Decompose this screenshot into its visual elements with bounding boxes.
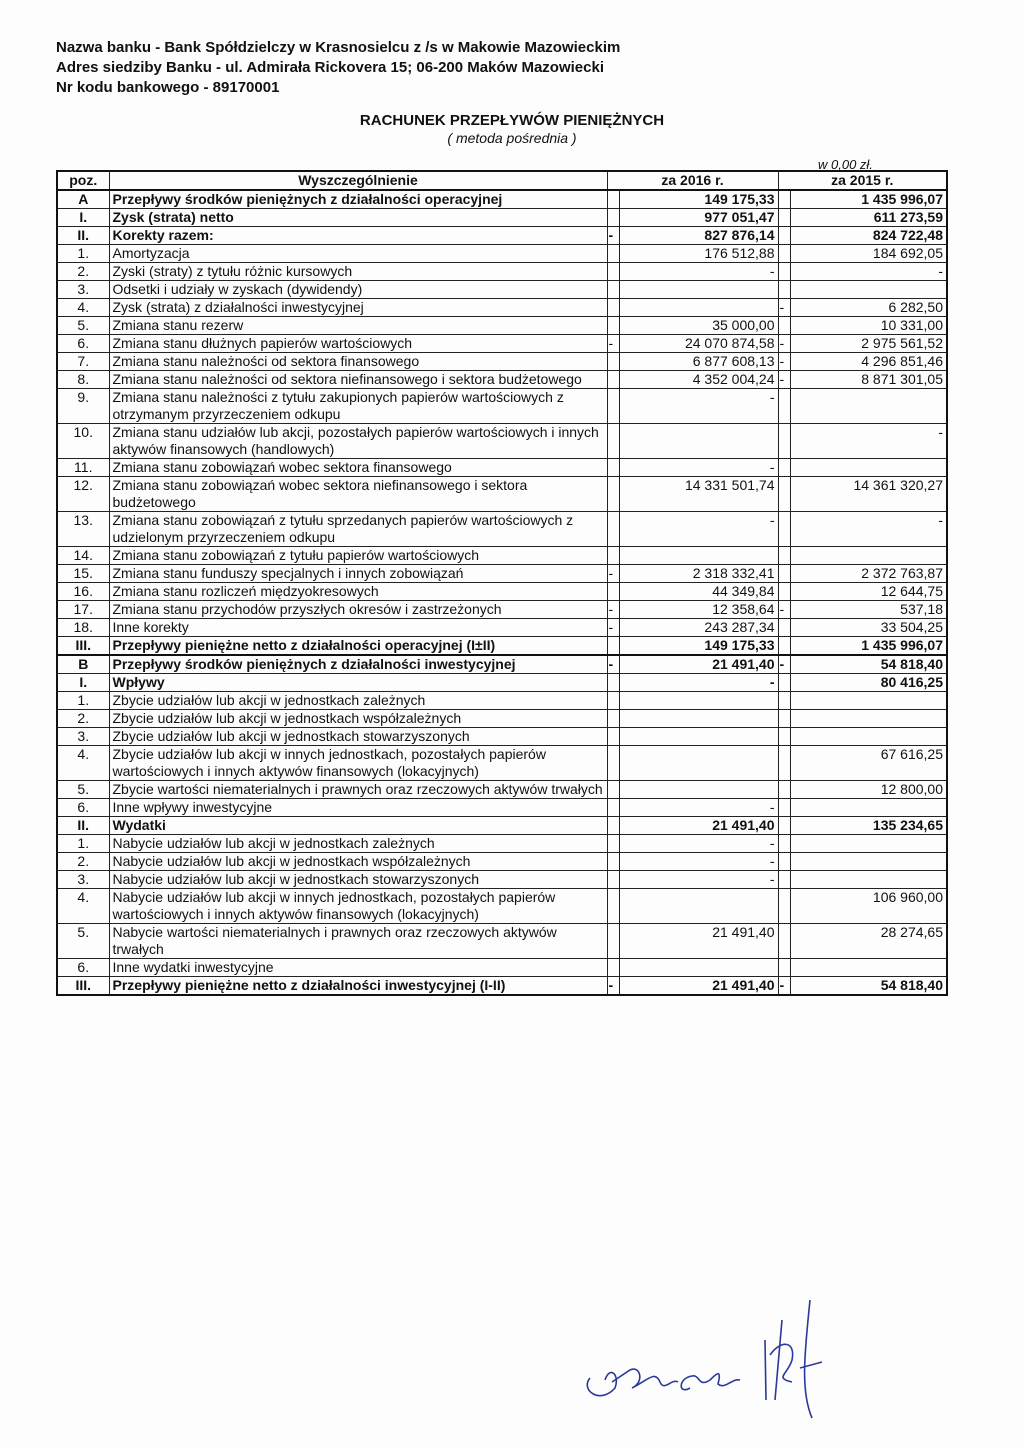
row-position: I. [57,674,109,692]
row-sign-2016 [607,692,619,710]
row-position: 12. [57,477,109,512]
row-position: 1. [57,245,109,263]
row-sign-2016: - [607,977,619,996]
table-row [57,245,947,263]
row-sign-2016 [607,853,619,871]
row-value-2016: 827 876,14 [619,227,778,245]
row-sign-2015 [778,477,790,512]
row-value-2016 [619,746,778,781]
row-value-2015: 80 416,25 [790,674,947,692]
row-sign-2016 [607,263,619,281]
row-value-2016: 2 318 332,41 [619,565,778,583]
table-row [57,583,947,601]
row-sign-2016 [607,353,619,371]
row-value-2015: - [790,512,947,547]
row-position: 7. [57,353,109,371]
table-row [57,835,947,853]
row-description: Zmiana stanu rezerw [109,317,607,335]
row-position: 11. [57,459,109,477]
row-value-2016: 149 175,33 [619,637,778,656]
row-sign-2016 [607,746,619,781]
row-value-2016: 14 331 501,74 [619,477,778,512]
row-description: Przepływy środków pieniężnych z działalności inwestycyjnej [109,655,607,674]
row-value-2015: 135 234,65 [790,817,947,835]
row-position: 2. [57,263,109,281]
row-value-2016: - [619,389,778,424]
row-value-2016 [619,424,778,459]
row-sign-2016 [607,637,619,656]
row-value-2015: 12 644,75 [790,583,947,601]
row-description: Zmiana stanu zobowiązań z tytułu sprzedanych papierów wartościowych z udzielonym przyrzeczeniem odkupu [109,512,607,547]
signature-image [560,1270,900,1430]
row-description: Zmiana stanu należności od sektora finansowego [109,353,607,371]
table-row [57,853,947,871]
row-sign-2015 [778,424,790,459]
row-sign-2015: - [778,977,790,996]
row-position: 6. [57,959,109,977]
row-sign-2015 [778,853,790,871]
row-value-2016: 977 051,47 [619,209,778,227]
row-sign-2016: - [607,227,619,245]
row-value-2016 [619,889,778,924]
table-row [57,799,947,817]
row-description: Zbycie udziałów lub akcji w jednostkach współzależnych [109,710,607,728]
row-value-2015: 824 722,48 [790,227,947,245]
row-sign-2016 [607,924,619,959]
row-position: 16. [57,583,109,601]
row-value-2016: - [619,512,778,547]
row-position: 9. [57,389,109,424]
row-sign-2015 [778,728,790,746]
header-year-2016: za 2016 r. [607,171,778,190]
row-sign-2016 [607,871,619,889]
row-position: B [57,655,109,674]
row-value-2016: 4 352 004,24 [619,371,778,389]
row-description: Zmiana stanu przychodów przyszłych okresów i zastrzeżonych [109,601,607,619]
row-value-2015 [790,799,947,817]
row-value-2015: - [790,424,947,459]
row-description: Zmiana stanu należności z tytułu zakupionych papierów wartościowych z otrzymanym przyrzeczeniem odkupu [109,389,607,424]
row-sign-2015 [778,817,790,835]
row-value-2016: 21 491,40 [619,817,778,835]
row-sign-2016: - [607,565,619,583]
row-value-2016: - [619,674,778,692]
row-sign-2015 [778,746,790,781]
row-sign-2016: - [607,601,619,619]
table-row [57,924,947,959]
table-row [57,389,947,424]
row-value-2015 [790,959,947,977]
row-sign-2015 [778,317,790,335]
row-position: 3. [57,728,109,746]
table-row [57,565,947,583]
row-sign-2015 [778,263,790,281]
row-value-2015 [790,871,947,889]
row-description: Nabycie udziałów lub akcji w innych jednostkach, pozostałych papierów wartościowych i innych aktywów finansowych (lokacyjnych) [109,889,607,924]
row-sign-2016 [607,512,619,547]
row-value-2016: 24 070 874,58 [619,335,778,353]
row-sign-2015 [778,245,790,263]
table-row [57,512,947,547]
row-sign-2015 [778,781,790,799]
row-value-2015: 537,18 [790,601,947,619]
document-title: RACHUNEK PRZEPŁYWÓW PIENIĘŻNYCH [359,112,665,129]
table-row [57,781,947,799]
row-sign-2016 [607,477,619,512]
row-description: Zmiana stanu należności od sektora niefinansowego i sektora budżetowego [109,371,607,389]
row-sign-2016 [607,728,619,746]
table-row [57,674,947,692]
table-row [57,817,947,835]
row-value-2015 [790,389,947,424]
row-description: Zmiana stanu zobowiązań wobec sektora finansowego [109,459,607,477]
row-description: Zbycie wartości niematerialnych i prawnych oraz rzeczowych aktywów trwałych [109,781,607,799]
header-pos: poz. [57,171,109,190]
row-value-2015: 611 273,59 [790,209,947,227]
table-row [57,209,947,227]
row-position: III. [57,977,109,996]
row-sign-2016 [607,459,619,477]
row-sign-2015: - [778,371,790,389]
row-sign-2016 [607,674,619,692]
row-value-2015: 8 871 301,05 [790,371,947,389]
row-position: 4. [57,746,109,781]
row-value-2016: 12 358,64 [619,601,778,619]
table-body [57,190,947,995]
row-sign-2016 [607,547,619,565]
row-sign-2015 [778,281,790,299]
row-value-2016 [619,710,778,728]
row-value-2016 [619,299,778,317]
row-value-2015: 12 800,00 [790,781,947,799]
row-position: 1. [57,692,109,710]
row-position: 8. [57,371,109,389]
row-sign-2016: - [607,655,619,674]
row-value-2015: 2 975 561,52 [790,335,947,353]
row-value-2015 [790,835,947,853]
row-sign-2016 [607,245,619,263]
row-sign-2016 [607,209,619,227]
row-value-2015 [790,281,947,299]
document-subtitle: ( metoda pośrednia ) [447,130,577,146]
row-position: 3. [57,281,109,299]
row-value-2016: 21 491,40 [619,924,778,959]
row-sign-2016 [607,817,619,835]
row-position: 5. [57,781,109,799]
row-value-2016: - [619,835,778,853]
row-position: II. [57,227,109,245]
row-sign-2015 [778,459,790,477]
row-description: Przepływy pieniężne netto z działalności inwestycyjnej (I-II) [109,977,607,996]
row-sign-2016 [607,959,619,977]
row-sign-2015 [778,674,790,692]
row-value-2016: - [619,459,778,477]
row-value-2016 [619,547,778,565]
row-position: III. [57,637,109,656]
row-position: A [57,190,109,209]
row-sign-2016 [607,371,619,389]
row-sign-2015 [778,710,790,728]
table-row [57,317,947,335]
row-value-2016: - [619,799,778,817]
row-sign-2015 [778,389,790,424]
row-position: II. [57,817,109,835]
row-description: Inne wpływy inwestycyjne [109,799,607,817]
table-row [57,424,947,459]
row-sign-2015 [778,889,790,924]
row-sign-2015 [778,565,790,583]
table-row [57,477,947,512]
table-row [57,959,947,977]
row-sign-2015 [778,637,790,656]
row-value-2016: - [619,871,778,889]
row-position: 18. [57,619,109,637]
row-sign-2016 [607,281,619,299]
table-row [57,655,947,674]
cash-flow-table [56,170,948,996]
row-value-2015: 33 504,25 [790,619,947,637]
row-position: 4. [57,889,109,924]
row-value-2016: 176 512,88 [619,245,778,263]
row-description: Inne wydatki inwestycyjne [109,959,607,977]
row-description: Inne korekty [109,619,607,637]
table-row [57,335,947,353]
row-description: Zbycie udziałów lub akcji w jednostkach zależnych [109,692,607,710]
row-position: I. [57,209,109,227]
row-sign-2015 [778,799,790,817]
row-value-2016 [619,959,778,977]
row-description: Amortyzacja [109,245,607,263]
row-description: Zysk (strata) netto [109,209,607,227]
row-value-2015: 14 361 320,27 [790,477,947,512]
row-value-2015 [790,853,947,871]
row-description: Zmiana stanu rozliczeń międzyokresowych [109,583,607,601]
row-sign-2015 [778,512,790,547]
row-value-2016: - [619,853,778,871]
row-position: 4. [57,299,109,317]
bank-name: Nazwa banku - Bank Spółdzielczy w Krasnosielcu z /s w Makowie Mazowieckim [56,39,621,56]
row-description: Zysk (strata) z działalności inwestycyjnej [109,299,607,317]
row-description: Wydatki [109,817,607,835]
row-value-2016 [619,728,778,746]
table-header-row [57,171,947,190]
row-sign-2016 [607,889,619,924]
row-position: 2. [57,710,109,728]
row-sign-2016 [607,781,619,799]
row-sign-2015: - [778,353,790,371]
table-row [57,190,947,209]
row-value-2015: 106 960,00 [790,889,947,924]
row-sign-2016 [607,317,619,335]
row-sign-2015: - [778,601,790,619]
row-description: Nabycie udziałów lub akcji w jednostkach współzależnych [109,853,607,871]
row-sign-2015 [778,583,790,601]
row-value-2016: 243 287,34 [619,619,778,637]
row-sign-2016 [607,389,619,424]
row-sign-2015 [778,692,790,710]
row-sign-2016 [607,710,619,728]
row-value-2015: 67 616,25 [790,746,947,781]
row-value-2015: 6 282,50 [790,299,947,317]
row-value-2016: 149 175,33 [619,190,778,209]
row-description: Przepływy środków pieniężnych z działalności operacyjnej [109,190,607,209]
bank-code: Nr kodu bankowego - 89170001 [56,79,280,96]
table-row [57,263,947,281]
row-description: Odsetki i udziały w zyskach (dywidendy) [109,281,607,299]
row-value-2016: 44 349,84 [619,583,778,601]
row-position: 3. [57,871,109,889]
header-description: Wyszczególnienie [109,171,607,190]
row-value-2015 [790,692,947,710]
row-value-2015: 2 372 763,87 [790,565,947,583]
row-sign-2015 [778,871,790,889]
table-row [57,710,947,728]
row-position: 5. [57,924,109,959]
table-row [57,547,947,565]
table-row [57,637,947,656]
row-sign-2015: - [778,299,790,317]
row-position: 10. [57,424,109,459]
currency-unit: w 0,00 zł. [818,157,873,172]
table-row [57,459,947,477]
row-description: Korekty razem: [109,227,607,245]
row-position: 14. [57,547,109,565]
row-value-2015 [790,547,947,565]
table-row [57,889,947,924]
table-row [57,619,947,637]
row-description: Zbycie udziałów lub akcji w innych jednostkach, pozostałych papierów wartościowych i innych aktywów finansowych (lokacyjnych) [109,746,607,781]
row-value-2015: 184 692,05 [790,245,947,263]
row-sign-2015 [778,835,790,853]
table-row [57,692,947,710]
table-row [57,746,947,781]
table-row [57,299,947,317]
row-description: Zbycie udziałów lub akcji w jednostkach stowarzyszonych [109,728,607,746]
row-position: 13. [57,512,109,547]
row-value-2016 [619,781,778,799]
row-value-2016: 21 491,40 [619,977,778,996]
row-position: 5. [57,317,109,335]
row-sign-2015 [778,227,790,245]
row-sign-2016 [607,190,619,209]
row-sign-2016 [607,799,619,817]
table-row [57,728,947,746]
row-description: Nabycie udziałów lub akcji w jednostkach zależnych [109,835,607,853]
row-value-2015: 4 296 851,46 [790,353,947,371]
row-position: 15. [57,565,109,583]
row-description: Zmiana stanu dłużnych papierów wartościowych [109,335,607,353]
row-value-2015: 54 818,40 [790,655,947,674]
row-description: Nabycie wartości niematerialnych i prawnych oraz rzeczowych aktywów trwałych [109,924,607,959]
row-value-2015 [790,459,947,477]
row-value-2016: 6 877 608,13 [619,353,778,371]
row-value-2015 [790,710,947,728]
row-value-2015: 28 274,65 [790,924,947,959]
table-row [57,871,947,889]
row-description: Zmiana stanu udziałów lub akcji, pozostałych papierów wartościowych i innych aktywów finansowych (handlowych) [109,424,607,459]
row-value-2015: 10 331,00 [790,317,947,335]
row-sign-2015 [778,959,790,977]
row-position: 6. [57,335,109,353]
row-description: Zmiana stanu funduszy specjalnych i innych zobowiązań [109,565,607,583]
row-value-2016: - [619,263,778,281]
row-description: Wpływy [109,674,607,692]
table-row [57,977,947,996]
row-value-2016 [619,692,778,710]
row-sign-2015 [778,547,790,565]
row-value-2015: 54 818,40 [790,977,947,996]
table-row [57,227,947,245]
row-description: Zmiana stanu zobowiązań z tytułu papierów wartościowych [109,547,607,565]
row-value-2015: 1 435 996,07 [790,190,947,209]
row-description: Zyski (straty) z tytułu różnic kursowych [109,263,607,281]
row-position: 1. [57,835,109,853]
row-value-2015: - [790,263,947,281]
row-sign-2015 [778,190,790,209]
row-value-2016 [619,281,778,299]
row-description: Nabycie udziałów lub akcji w jednostkach stowarzyszonych [109,871,607,889]
row-sign-2016: - [607,335,619,353]
row-value-2016: 35 000,00 [619,317,778,335]
table-row [57,281,947,299]
header-year-2015: za 2015 r. [778,171,947,190]
table-row [57,353,947,371]
row-sign-2015: - [778,335,790,353]
row-description: Przepływy pieniężne netto z działalności operacyjnej (I±II) [109,637,607,656]
table-row [57,601,947,619]
bank-header [56,38,620,98]
row-sign-2016: - [607,619,619,637]
row-sign-2016 [607,583,619,601]
row-position: 17. [57,601,109,619]
row-value-2015: 1 435 996,07 [790,637,947,656]
row-sign-2015 [778,209,790,227]
row-position: 6. [57,799,109,817]
row-sign-2015: - [778,655,790,674]
row-value-2015 [790,728,947,746]
row-sign-2016 [607,424,619,459]
table-row [57,371,947,389]
row-description: Zmiana stanu zobowiązań wobec sektora niefinansowego i sektora budżetowego [109,477,607,512]
row-sign-2016 [607,835,619,853]
row-value-2016: 21 491,40 [619,655,778,674]
bank-address: Adres siedziby Banku - ul. Admirała Rickovera 15; 06-200 Maków Mazowiecki [56,59,604,76]
row-position: 2. [57,853,109,871]
row-sign-2016 [607,299,619,317]
row-sign-2015 [778,924,790,959]
row-sign-2015 [778,619,790,637]
